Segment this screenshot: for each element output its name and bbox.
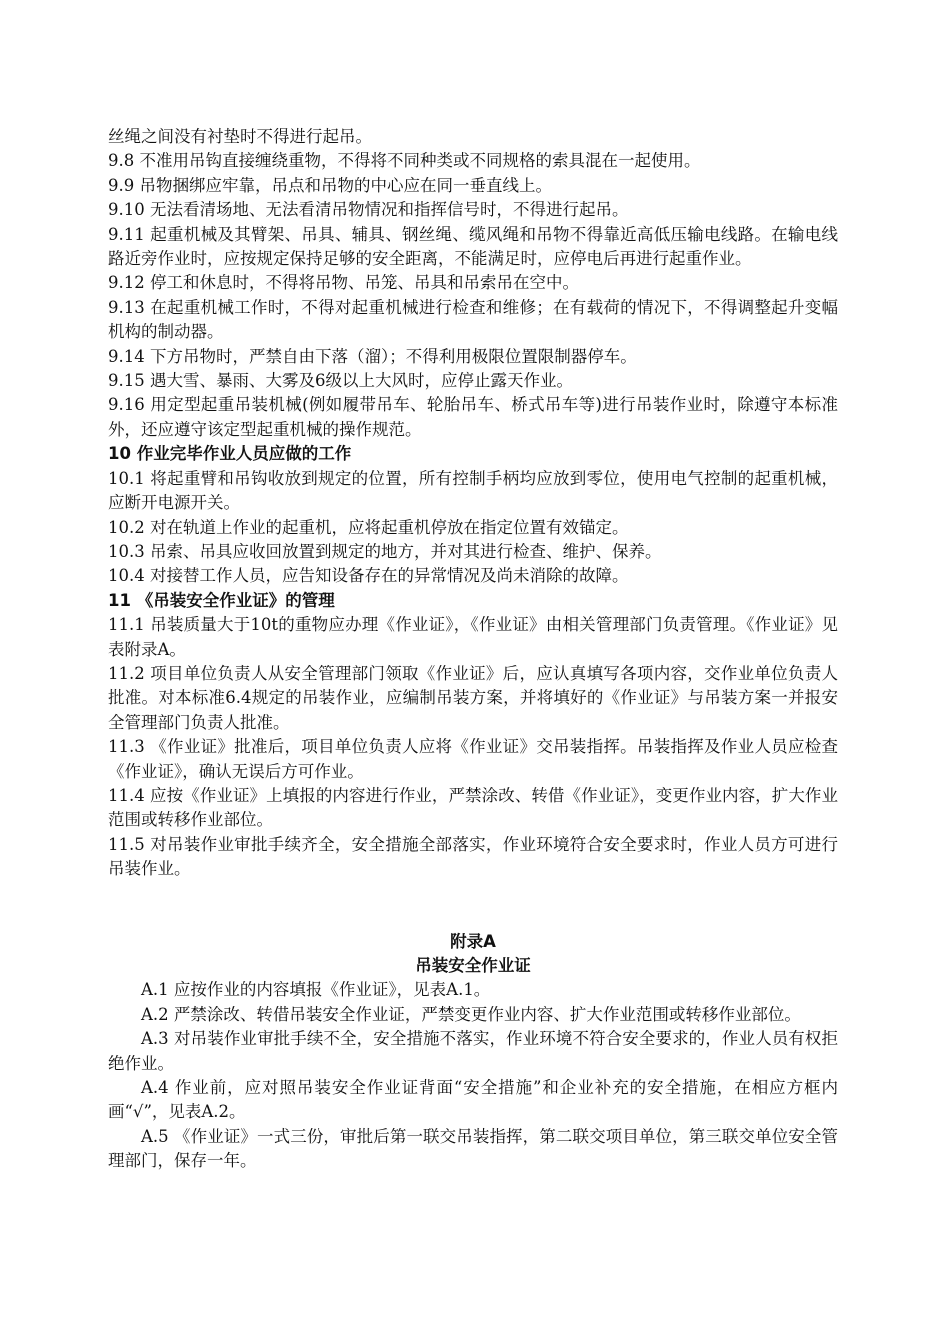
clause-9-13: 9.13 在起重机械工作时，不得对起重机械进行检查和维修；在有载荷的情况下，不得调整起升变幅机构的制动器。: [108, 297, 838, 342]
clause-11-3: 11.3 《作业证》批准后，项目单位负责人应将《作业证》交吊装指挥。吊装指挥及作业人员应检查《作业证》，确认无误后方可作业。: [108, 737, 838, 781]
clause-9-16: 9.16 用定型起重吊装机械(例如履带吊车、轮胎吊车、桥式吊车等)进行吊装作业时，除遵守本标准外，还应遵守该定型起重机械的操作规范。: [108, 395, 838, 439]
appendix-item-a3: A.3 对吊装作业审批手续不全，安全措施不落实，作业环境不符合安全要求的，作业人员有权拒绝作业。: [108, 1029, 838, 1073]
clause-11-2: 11.2 项目单位负责人从安全管理部门领取《作业证》后，应认真填写各项内容，交作业单位负责人批准。对本标准6.4规定的吊装作业，应编制吊装方案，并将填好的《作业证》与吊装方案一并报安全管理部门负责人批准。: [108, 663, 838, 732]
appendix-subtitle: 吊装安全作业证: [415, 956, 531, 975]
clause-11-4: 11.4 应按《作业证》上填报的内容进行作业，严禁涂改、转借《作业证》，变更作业内容，扩大作业范围或转移作业部位。: [108, 785, 838, 830]
clause-9-14: 9.14 下方吊物时，严禁自由下落（溜）；不得利用极限位置限制器停车。: [108, 346, 637, 366]
section-9-continued: [108, 125, 838, 442]
appendix-item-a1: A.1 应按作业的内容填报《作业证》，见表A.1。: [141, 980, 491, 1000]
appendix-title: 附录A: [450, 931, 496, 951]
clause-9-9: 9.9 吊物捆绑应牢靠，吊点和吊物的中心应在同一垂直线上。: [108, 175, 552, 195]
clause-9-7-tail: 丝绳之间没有衬垫时不得进行起吊。: [108, 127, 372, 146]
clause-11-5: 11.5 对吊装作业审批手续齐全，安全措施全部落实，作业环境符合安全要求时，作业人员方可进行吊装作业。: [108, 834, 838, 879]
section-10: [108, 442, 838, 588]
clause-9-11: 9.11 起重机械及其臂架、吊具、辅具、钢丝绳、缆风绳和吊物不得靠近高低压输电线路。在输电线路近旁作业时，应按规定保持足够的安全距离，不能满足时，应停电后再进行起重作业。: [108, 224, 838, 269]
clause-10-2: 10.2 对在轨道上作业的起重机，应将起重机停放在指定位置有效锚定。: [108, 517, 629, 537]
appendix-item-a4: A.4 作业前，应对照吊装安全作业证背面“安全措施”和企业补充的安全措施，在相应方框内画“√”，见表A.2。: [108, 1078, 838, 1122]
clause-10-1: 10.1 将起重臂和吊钩收放到规定的位置，所有控制手柄均应放到零位，使用电气控制的起重机械，应断开电源开关。: [108, 468, 838, 513]
appendix-a: [108, 930, 838, 1174]
section-10-heading: 10 作业完毕作业人员应做的工作: [108, 444, 352, 464]
clause-9-8: 9.8 不准用吊钩直接缠绕重物，不得将不同种类或不同规格的索具混在一起使用。: [108, 151, 701, 171]
appendix-item-a2: A.2 严禁涂改、转借吊装安全作业证，严禁变更作业内容、扩大作业范围或转移作业部位。: [141, 1004, 801, 1024]
document-page: [108, 125, 838, 1174]
section-11: [108, 589, 838, 882]
clause-10-3: 10.3 吊索、吊具应收回放置到规定的地方，并对其进行检查、维护、保养。: [108, 541, 662, 561]
clause-9-12: 9.12 停工和休息时，不得将吊物、吊笼、吊具和吊索吊在空中。: [108, 273, 579, 293]
clause-9-15: 9.15 遇大雪、暴雨、大雾及6级以上大风时，应停止露天作业。: [108, 371, 573, 391]
section-11-heading: 11 《吊装安全作业证》的管理: [108, 590, 335, 610]
appendix-item-a5: A.5 《作业证》一式三份，审批后第一联交吊装指挥，第二联交项目单位，第三联交单位安全管理部门，保存一年。: [108, 1126, 838, 1171]
section-spacer: [108, 882, 838, 930]
clause-10-4: 10.4 对接替工作人员，应告知设备存在的异常情况及尚未消除的故障。: [108, 566, 629, 586]
clause-11-1: 11.1 吊装质量大于10t的重物应办理《作业证》，《作业证》由相关管理部门负责管理。《作业证》见表附录A。: [108, 615, 838, 659]
clause-9-10: 9.10 无法看清场地、无法看清吊物情况和指挥信号时，不得进行起吊。: [108, 200, 629, 220]
